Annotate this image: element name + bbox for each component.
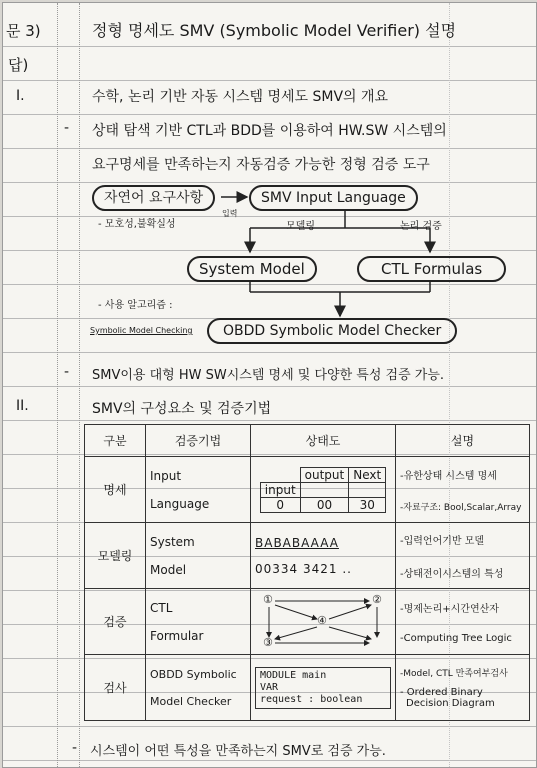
header-state-diagram: 상태도 (251, 425, 396, 457)
row-technique (146, 655, 251, 721)
technique-line-1: OBDD Symbolic (150, 667, 237, 681)
dash-marker: - (64, 120, 70, 136)
smv-code-cell (251, 655, 396, 721)
input-arrow-label: 입력 (222, 209, 238, 218)
section-1-number: I. (16, 88, 25, 104)
components-table (84, 424, 530, 721)
state-next-label: Next (349, 467, 386, 482)
technique-line-1: System (150, 534, 195, 549)
row-technique (146, 523, 251, 589)
row-description (396, 655, 530, 721)
state-input-label: input (260, 482, 300, 497)
description-line-2: -상태전이시스템의 특성 (400, 568, 504, 580)
state-output-label: output (300, 467, 349, 482)
description-line-3: Decision Diagram (406, 698, 495, 709)
row-category: 모델링 (85, 523, 146, 589)
section-2-number: II. (16, 398, 29, 414)
smv-code-box (255, 667, 391, 709)
description-line-2: - Ordered Binary (400, 687, 483, 698)
state-value: 30 (349, 497, 386, 512)
state-table (260, 467, 386, 513)
state-table-cell (251, 457, 396, 523)
ctl-node-4: ④ (317, 613, 327, 627)
technique-line-2: Model (150, 562, 187, 577)
technique-line-2: Language (150, 496, 210, 511)
description-line-1: -유한상태 시스템 명세 (400, 470, 497, 482)
algorithm-name: Symbolic Model Checking (90, 326, 193, 335)
section-1-heading: 수학, 논리 기반 자동 시스템 명세도 SMV의 개요 (92, 89, 389, 105)
system-model-box: System Model (187, 256, 317, 282)
technique-line-2: Formular (150, 628, 204, 643)
description-line-1: -Model, CTL 만족여부검사 (400, 669, 508, 679)
row-description (396, 589, 530, 655)
description-line-2: -Computing Tree Logic (400, 632, 512, 644)
state-sequence-cell (251, 523, 396, 589)
row-description (396, 523, 530, 589)
row-category: 명세 (85, 457, 146, 523)
section-1-summary: SMV이용 대형 HW SW시스템 명세 및 다양한 특성 검증 가능. (92, 368, 445, 383)
ctl-node-3: ③ (263, 635, 273, 649)
final-conclusion: 시스템이 어떤 특성을 만족하는지 SMV로 검증 가능. (90, 744, 386, 759)
natural-language-requirements-box: 자연어 요구사항 (92, 185, 215, 211)
ctl-formulas-box: CTL Formulas (357, 256, 506, 282)
table-row (85, 523, 530, 589)
state-sequence-2: 00334 3421 .. (255, 561, 352, 576)
row-description (396, 457, 530, 523)
code-line-1: MODULE main (260, 669, 327, 681)
technique-line-2: Model Checker (150, 694, 232, 708)
table-header-row (85, 425, 530, 457)
ctl-node-1: ① (263, 592, 273, 606)
dash-marker: - (64, 364, 70, 380)
row-category: 검사 (85, 655, 146, 721)
row-technique (146, 589, 251, 655)
ctl-graph (261, 593, 385, 651)
description-line-1: -입력언어기반 모델 (400, 535, 485, 547)
question-number: 문 3) (6, 22, 41, 40)
row-technique (146, 457, 251, 523)
page-title: 정형 명세도 SMV (Symbolic Model Verifier) 설명 (92, 21, 457, 40)
modeling-label: 모델링 (286, 221, 315, 232)
state-value: 0 (260, 497, 300, 512)
dash-marker: - (72, 740, 78, 756)
description-line-1: -명제논리+시간연산자 (400, 603, 499, 615)
state-sequence-1: BABABAAAA (255, 535, 339, 550)
answer-number: 답) (8, 56, 29, 74)
section-2-heading: SMV의 구성요소 및 검증기법 (92, 401, 272, 417)
technique-line-1: Input (150, 468, 182, 483)
header-description: 설명 (396, 425, 530, 457)
description-line-2: -자료구조: Bool,Scalar,Array (400, 502, 522, 513)
table-row (85, 589, 530, 655)
section-1-line-2: 요구명세를 만족하는지 자동검증 가능한 정형 검증 도구 (92, 157, 430, 173)
logic-verification-label: 논리 검증 (400, 221, 442, 232)
ambiguity-note: - 모호성,불확실성 (98, 219, 176, 230)
smv-input-language-box: SMV Input Language (249, 185, 418, 211)
obdd-model-checker-box: OBDD Symbolic Model Checker (207, 318, 457, 344)
header-category: 구분 (85, 425, 146, 457)
header-technique: 검증기법 (146, 425, 251, 457)
ctl-graph-cell (251, 589, 396, 655)
code-line-3: request : boolean (260, 693, 363, 705)
code-line-2: VAR (260, 681, 279, 693)
table-row (85, 457, 530, 523)
state-value: 00 (300, 497, 349, 512)
algorithm-note: - 사용 알고리즘 : (98, 300, 173, 311)
table-row (85, 655, 530, 721)
section-1-line-1: 상태 탐색 기반 CTL과 BDD를 이용하여 HW.SW 시스템의 (92, 123, 447, 139)
row-category: 검증 (85, 589, 146, 655)
ctl-node-2: ② (372, 592, 382, 606)
technique-line-1: CTL (150, 600, 173, 615)
